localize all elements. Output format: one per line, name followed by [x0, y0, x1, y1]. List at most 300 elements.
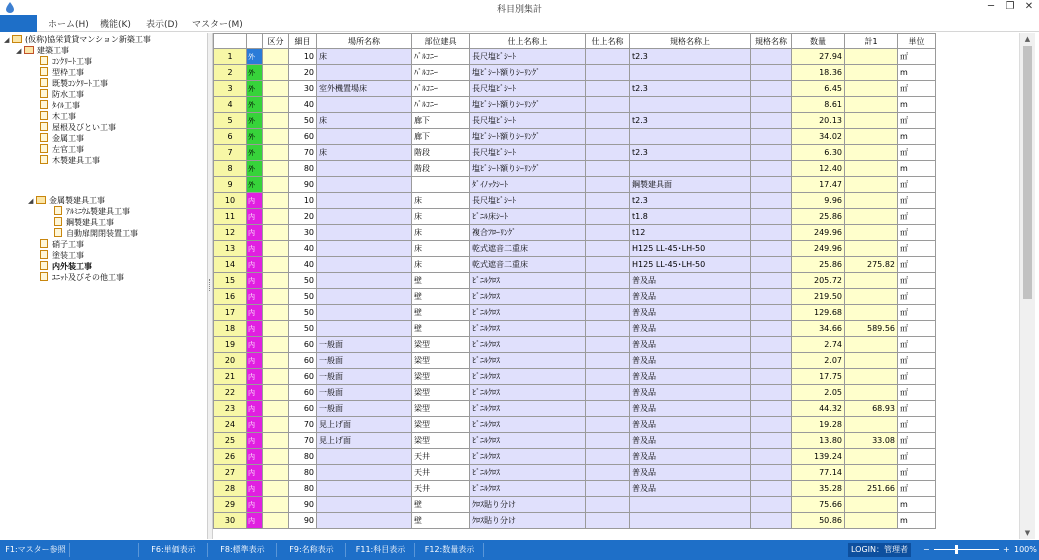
cell-kubun[interactable]	[263, 353, 289, 369]
row-number[interactable]: 26	[214, 449, 247, 465]
cell-kikaku-ue[interactable]: 普及品	[630, 321, 751, 337]
tree-leaf[interactable]	[40, 89, 84, 100]
cell-bui[interactable]: 梁型	[412, 433, 470, 449]
cell-saimoku[interactable]: 60	[289, 337, 317, 353]
cell-unit[interactable]: ㎡	[898, 177, 936, 193]
cell-kikaku[interactable]	[751, 257, 792, 273]
cell-unit[interactable]: ㎡	[898, 273, 936, 289]
cell-shiage[interactable]	[586, 321, 630, 337]
cell-kubun[interactable]	[263, 401, 289, 417]
cell-kei1[interactable]	[845, 289, 898, 305]
cell-bui[interactable]: ﾊﾞﾙｺﾆｰ	[412, 65, 470, 81]
kubun-marker[interactable]: 外	[247, 177, 263, 193]
cell-kubun[interactable]	[263, 257, 289, 273]
kubun-marker[interactable]: 外	[247, 129, 263, 145]
cell-saimoku[interactable]: 70	[289, 433, 317, 449]
cell-qty[interactable]: 6.45	[792, 81, 845, 97]
cell-shiage-ue[interactable]: 複合ﾌﾛｰﾘﾝｸﾞ	[470, 225, 586, 241]
tree-leaf[interactable]	[40, 155, 100, 166]
cell-kikaku-ue[interactable]: H125 LL-45･LH-50	[630, 257, 751, 273]
menu-home[interactable]: ホーム(H)	[48, 20, 89, 30]
kubun-marker[interactable]: 内	[247, 193, 263, 209]
cell-unit[interactable]: ㎡	[898, 193, 936, 209]
cell-bui[interactable]: 壁	[412, 497, 470, 513]
cell-basho[interactable]: 一般面	[317, 353, 412, 369]
cell-saimoku[interactable]: 20	[289, 65, 317, 81]
cell-unit[interactable]: m	[898, 129, 936, 145]
cell-basho[interactable]	[317, 257, 412, 273]
cell-bui[interactable]: 天井	[412, 465, 470, 481]
kubun-marker[interactable]: 内	[247, 353, 263, 369]
cell-shiage[interactable]	[586, 113, 630, 129]
cell-basho[interactable]	[317, 225, 412, 241]
cell-kei1[interactable]	[845, 497, 898, 513]
cell-saimoku[interactable]: 40	[289, 97, 317, 113]
cell-shiage-ue[interactable]: ﾋﾞﾆﾙｸﾛｽ	[470, 289, 586, 305]
cell-shiage[interactable]	[586, 161, 630, 177]
cell-saimoku[interactable]: 40	[289, 257, 317, 273]
tree-leaf[interactable]	[40, 261, 92, 272]
cell-kikaku[interactable]	[751, 305, 792, 321]
row-number[interactable]: 21	[214, 369, 247, 385]
cell-kikaku[interactable]	[751, 321, 792, 337]
table-row[interactable]	[214, 145, 936, 161]
cell-shiage-ue[interactable]: ﾋﾞﾆﾙｸﾛｽ	[470, 369, 586, 385]
cell-saimoku[interactable]: 60	[289, 129, 317, 145]
cell-kikaku-ue[interactable]: 普及品	[630, 417, 751, 433]
cell-saimoku[interactable]: 70	[289, 145, 317, 161]
cell-saimoku[interactable]: 80	[289, 465, 317, 481]
cell-basho[interactable]	[317, 209, 412, 225]
cell-kei1[interactable]	[845, 193, 898, 209]
cell-qty[interactable]: 13.80	[792, 433, 845, 449]
cell-bui[interactable]: ﾊﾞﾙｺﾆｰ	[412, 81, 470, 97]
cell-shiage[interactable]	[586, 257, 630, 273]
row-number[interactable]: 1	[214, 49, 247, 65]
cell-kikaku-ue[interactable]	[630, 129, 751, 145]
cell-kikaku[interactable]	[751, 353, 792, 369]
cell-bui[interactable]: 床	[412, 209, 470, 225]
cell-basho[interactable]	[317, 241, 412, 257]
kubun-marker[interactable]: 内	[247, 433, 263, 449]
cell-qty[interactable]: 2.05	[792, 385, 845, 401]
row-number[interactable]: 15	[214, 273, 247, 289]
row-number[interactable]: 18	[214, 321, 247, 337]
cell-bui[interactable]: 梁型	[412, 385, 470, 401]
cell-kikaku[interactable]	[751, 193, 792, 209]
table-row[interactable]	[214, 209, 936, 225]
row-number[interactable]: 6	[214, 129, 247, 145]
cell-kikaku[interactable]	[751, 369, 792, 385]
header-shiage-ue[interactable]: 仕上名称上	[470, 34, 586, 49]
cell-kubun[interactable]	[263, 369, 289, 385]
cell-shiage-ue[interactable]: 乾式遮音二重床	[470, 241, 586, 257]
cell-saimoku[interactable]: 80	[289, 161, 317, 177]
cell-kikaku-ue[interactable]: t1.8	[630, 209, 751, 225]
fkey-f6[interactable]: F6:単価表示	[140, 543, 208, 557]
header-shiage[interactable]: 仕上名称	[586, 34, 630, 49]
cell-basho[interactable]	[317, 129, 412, 145]
cell-kei1[interactable]	[845, 417, 898, 433]
kubun-marker[interactable]: 内	[247, 369, 263, 385]
header-basho[interactable]: 場所名称	[317, 34, 412, 49]
cell-qty[interactable]: 129.68	[792, 305, 845, 321]
cell-kikaku-ue[interactable]: H125 LL-45･LH-50	[630, 241, 751, 257]
zoom-in-button[interactable]: +	[1003, 545, 1010, 554]
cell-shiage[interactable]	[586, 337, 630, 353]
cell-shiage[interactable]	[586, 369, 630, 385]
cell-shiage[interactable]	[586, 289, 630, 305]
header-qty[interactable]: 数量	[792, 34, 845, 49]
cell-shiage[interactable]	[586, 449, 630, 465]
vertical-scrollbar[interactable]	[1019, 33, 1035, 539]
cell-qty[interactable]: 77.14	[792, 465, 845, 481]
cell-qty[interactable]: 19.28	[792, 417, 845, 433]
cell-shiage-ue[interactable]: 長尺塩ﾋﾞｼｰﾄ	[470, 49, 586, 65]
cell-shiage[interactable]	[586, 433, 630, 449]
cell-unit[interactable]: ㎡	[898, 385, 936, 401]
cell-qty[interactable]: 12.40	[792, 161, 845, 177]
cell-unit[interactable]: ㎡	[898, 209, 936, 225]
cell-kei1[interactable]	[845, 449, 898, 465]
kubun-marker[interactable]: 外	[247, 81, 263, 97]
row-number[interactable]: 2	[214, 65, 247, 81]
cell-kikaku-ue[interactable]: t2.3	[630, 193, 751, 209]
kubun-marker[interactable]: 外	[247, 113, 263, 129]
cell-shiage[interactable]	[586, 305, 630, 321]
cell-qty[interactable]: 25.86	[792, 209, 845, 225]
cell-bui[interactable]: 梁型	[412, 369, 470, 385]
header-kikaku-ue[interactable]: 規格名称上	[630, 34, 751, 49]
cell-basho[interactable]	[317, 161, 412, 177]
cell-kikaku-ue[interactable]: 普及品	[630, 369, 751, 385]
table-row[interactable]	[214, 449, 936, 465]
cell-saimoku[interactable]: 50	[289, 289, 317, 305]
cell-shiage-ue[interactable]: 塩ﾋﾞｼｰﾄ額りｼｰﾘﾝｸﾞ	[470, 161, 586, 177]
cell-saimoku[interactable]: 10	[289, 49, 317, 65]
cell-kikaku[interactable]	[751, 97, 792, 113]
table-row[interactable]	[214, 113, 936, 129]
tree-leaf[interactable]	[40, 78, 108, 89]
cell-shiage-ue[interactable]: 塩ﾋﾞｼｰﾄ額りｼｰﾘﾝｸﾞ	[470, 97, 586, 113]
cell-unit[interactable]: ㎡	[898, 401, 936, 417]
tree-leaf[interactable]	[40, 133, 84, 144]
tree-leaf[interactable]	[40, 250, 84, 261]
cell-basho[interactable]: 見上げ面	[317, 433, 412, 449]
cell-saimoku[interactable]: 30	[289, 81, 317, 97]
cell-kikaku[interactable]	[751, 481, 792, 497]
cell-saimoku[interactable]: 60	[289, 353, 317, 369]
cell-saimoku[interactable]: 60	[289, 369, 317, 385]
cell-bui[interactable]: 壁	[412, 321, 470, 337]
cell-unit[interactable]: ㎡	[898, 145, 936, 161]
kubun-marker[interactable]: 外	[247, 161, 263, 177]
cell-kikaku[interactable]	[751, 65, 792, 81]
cell-basho[interactable]	[317, 97, 412, 113]
table-row[interactable]	[214, 129, 936, 145]
cell-shiage[interactable]	[586, 465, 630, 481]
cell-unit[interactable]: ㎡	[898, 321, 936, 337]
scroll-down-icon[interactable]: ▼	[1024, 529, 1031, 537]
cell-shiage[interactable]	[586, 209, 630, 225]
tree-leaf[interactable]	[40, 239, 84, 250]
cell-shiage-ue[interactable]: ﾀﾞｲﾉｯｸｼｰﾄ	[470, 177, 586, 193]
cell-kikaku[interactable]	[751, 241, 792, 257]
table-row[interactable]	[214, 321, 936, 337]
cell-shiage[interactable]	[586, 497, 630, 513]
cell-saimoku[interactable]: 40	[289, 241, 317, 257]
tree-leaf[interactable]	[40, 67, 84, 78]
zoom-out-button[interactable]: −	[923, 545, 930, 554]
menu-master[interactable]: マスター(M)	[192, 20, 243, 30]
cell-kei1[interactable]	[845, 49, 898, 65]
cell-bui[interactable]: 壁	[412, 289, 470, 305]
table-row[interactable]	[214, 225, 936, 241]
cell-kikaku-ue[interactable]: 普及品	[630, 289, 751, 305]
cell-bui[interactable]: 床	[412, 257, 470, 273]
cell-basho[interactable]	[317, 497, 412, 513]
cell-shiage-ue[interactable]: ｸﾛｽ貼り分け	[470, 497, 586, 513]
cell-unit[interactable]: ㎡	[898, 337, 936, 353]
cell-kei1[interactable]	[845, 353, 898, 369]
table-row[interactable]	[214, 193, 936, 209]
cell-shiage[interactable]	[586, 241, 630, 257]
cell-shiage[interactable]	[586, 417, 630, 433]
kubun-marker[interactable]: 内	[247, 481, 263, 497]
cell-shiage[interactable]	[586, 129, 630, 145]
cell-kubun[interactable]	[263, 97, 289, 113]
table-row[interactable]	[214, 513, 936, 529]
cell-shiage-ue[interactable]: ﾋﾞﾆﾙｸﾛｽ	[470, 321, 586, 337]
cell-unit[interactable]: m	[898, 161, 936, 177]
cell-saimoku[interactable]: 60	[289, 401, 317, 417]
kubun-marker[interactable]: 内	[247, 209, 263, 225]
cell-kikaku[interactable]	[751, 465, 792, 481]
table-row[interactable]	[214, 289, 936, 305]
menu-function[interactable]: 機能(K)	[100, 20, 131, 30]
cell-kikaku-ue[interactable]	[630, 97, 751, 113]
tree-leaf[interactable]	[40, 144, 84, 155]
cell-qty[interactable]: 2.07	[792, 353, 845, 369]
cell-kikaku[interactable]	[751, 513, 792, 529]
cell-kei1[interactable]	[845, 65, 898, 81]
cell-kei1[interactable]: 275.82	[845, 257, 898, 273]
cell-kikaku-ue[interactable]	[630, 513, 751, 529]
kubun-marker[interactable]: 内	[247, 449, 263, 465]
cell-shiage-ue[interactable]: ﾋﾞﾆﾙｸﾛｽ	[470, 337, 586, 353]
kubun-marker[interactable]: 内	[247, 321, 263, 337]
table-row[interactable]	[214, 49, 936, 65]
cell-bui[interactable]: 階段	[412, 145, 470, 161]
cell-kei1[interactable]	[845, 241, 898, 257]
fkey-f1[interactable]: F1:マスター参照	[2, 543, 70, 557]
cell-kei1[interactable]	[845, 225, 898, 241]
cell-bui[interactable]: 床	[412, 241, 470, 257]
cell-shiage-ue[interactable]: 塩ﾋﾞｼｰﾄ額りｼｰﾘﾝｸﾞ	[470, 65, 586, 81]
kubun-marker[interactable]: 内	[247, 417, 263, 433]
cell-basho[interactable]: 見上げ面	[317, 417, 412, 433]
cell-qty[interactable]: 50.86	[792, 513, 845, 529]
tree-leaf[interactable]	[40, 100, 80, 111]
row-number[interactable]: 17	[214, 305, 247, 321]
table-row[interactable]	[214, 481, 936, 497]
row-number[interactable]: 23	[214, 401, 247, 417]
table-row[interactable]	[214, 305, 936, 321]
cell-saimoku[interactable]: 50	[289, 273, 317, 289]
cell-kikaku[interactable]	[751, 49, 792, 65]
cell-kikaku-ue[interactable]: t2.3	[630, 49, 751, 65]
cell-qty[interactable]: 27.94	[792, 49, 845, 65]
row-number[interactable]: 8	[214, 161, 247, 177]
cell-shiage-ue[interactable]: ﾋﾞﾆﾙｸﾛｽ	[470, 449, 586, 465]
cell-qty[interactable]: 35.28	[792, 481, 845, 497]
cell-kubun[interactable]	[263, 321, 289, 337]
row-number[interactable]: 20	[214, 353, 247, 369]
cell-shiage[interactable]	[586, 353, 630, 369]
cell-basho[interactable]	[317, 273, 412, 289]
row-number[interactable]: 25	[214, 433, 247, 449]
cell-kikaku-ue[interactable]: 普及品	[630, 481, 751, 497]
cell-bui[interactable]: 梁型	[412, 353, 470, 369]
table-row[interactable]	[214, 385, 936, 401]
cell-saimoku[interactable]: 90	[289, 513, 317, 529]
splitter-grip[interactable]	[209, 279, 211, 291]
cell-shiage[interactable]	[586, 225, 630, 241]
cell-kikaku[interactable]	[751, 289, 792, 305]
cell-kikaku[interactable]	[751, 417, 792, 433]
cell-bui[interactable]: 壁	[412, 305, 470, 321]
cell-kei1[interactable]	[845, 337, 898, 353]
cell-kubun[interactable]	[263, 49, 289, 65]
row-number[interactable]: 28	[214, 481, 247, 497]
kubun-marker[interactable]: 外	[247, 97, 263, 113]
cell-shiage[interactable]	[586, 401, 630, 417]
cell-kikaku-ue[interactable]: 普及品	[630, 433, 751, 449]
cell-saimoku[interactable]: 80	[289, 449, 317, 465]
cell-kikaku[interactable]	[751, 273, 792, 289]
kubun-marker[interactable]: 外	[247, 145, 263, 161]
cell-shiage-ue[interactable]: ﾋﾞﾆﾙｸﾛｽ	[470, 305, 586, 321]
kubun-marker[interactable]: 内	[247, 225, 263, 241]
tree-leaf[interactable]	[40, 111, 76, 122]
cell-basho[interactable]: 一般面	[317, 369, 412, 385]
cell-kei1[interactable]	[845, 465, 898, 481]
scroll-up-icon[interactable]: ▲	[1024, 35, 1031, 43]
expand-arrow-icon[interactable]: ◢	[28, 197, 34, 205]
cell-basho[interactable]	[317, 481, 412, 497]
row-number[interactable]: 24	[214, 417, 247, 433]
row-number[interactable]: 10	[214, 193, 247, 209]
cell-unit[interactable]: ㎡	[898, 449, 936, 465]
header-kei1[interactable]: 計1	[845, 34, 898, 49]
cell-unit[interactable]: ㎡	[898, 257, 936, 273]
cell-kei1[interactable]: 33.08	[845, 433, 898, 449]
expand-arrow-icon[interactable]: ◢	[4, 36, 10, 44]
cell-bui[interactable]: ﾊﾞﾙｺﾆｰ	[412, 49, 470, 65]
cell-unit[interactable]: ㎡	[898, 433, 936, 449]
kubun-marker[interactable]: 外	[247, 65, 263, 81]
cell-bui[interactable]: 廊下	[412, 129, 470, 145]
cell-kikaku[interactable]	[751, 449, 792, 465]
cell-kikaku[interactable]	[751, 225, 792, 241]
fkey-blank[interactable]	[71, 543, 139, 557]
cell-kikaku-ue[interactable]	[630, 65, 751, 81]
cell-saimoku[interactable]: 70	[289, 417, 317, 433]
cell-qty[interactable]: 75.66	[792, 497, 845, 513]
cell-qty[interactable]: 34.02	[792, 129, 845, 145]
row-number[interactable]: 4	[214, 97, 247, 113]
cell-bui[interactable]: 廊下	[412, 113, 470, 129]
cell-kikaku[interactable]	[751, 337, 792, 353]
cell-kei1[interactable]: 589.56	[845, 321, 898, 337]
cell-qty[interactable]: 25.86	[792, 257, 845, 273]
row-number[interactable]: 11	[214, 209, 247, 225]
cell-kikaku-ue[interactable]: 鋼製建具面	[630, 177, 751, 193]
cell-qty[interactable]: 249.96	[792, 241, 845, 257]
cell-kikaku-ue[interactable]: t2.3	[630, 113, 751, 129]
cell-qty[interactable]: 205.72	[792, 273, 845, 289]
row-number[interactable]: 16	[214, 289, 247, 305]
cell-kikaku-ue[interactable]	[630, 497, 751, 513]
cell-shiage-ue[interactable]: ｸﾛｽ貼り分け	[470, 513, 586, 529]
cell-shiage[interactable]	[586, 513, 630, 529]
row-number[interactable]: 13	[214, 241, 247, 257]
cell-kei1[interactable]	[845, 369, 898, 385]
kubun-marker[interactable]: 内	[247, 241, 263, 257]
table-row[interactable]	[214, 257, 936, 273]
cell-kei1[interactable]	[845, 177, 898, 193]
table-row[interactable]	[214, 337, 936, 353]
table-row[interactable]	[214, 81, 936, 97]
cell-unit[interactable]: m	[898, 497, 936, 513]
cell-bui[interactable]: 梁型	[412, 337, 470, 353]
cell-kei1[interactable]	[845, 161, 898, 177]
cell-basho[interactable]	[317, 321, 412, 337]
restore-icon[interactable]: ❐	[1005, 1, 1015, 12]
fkey-f11[interactable]: F11:科目表示	[347, 543, 415, 557]
cell-kubun[interactable]	[263, 289, 289, 305]
row-number[interactable]: 30	[214, 513, 247, 529]
cell-saimoku[interactable]: 90	[289, 497, 317, 513]
cell-bui[interactable]: 階段	[412, 161, 470, 177]
table-row[interactable]	[214, 65, 936, 81]
cell-shiage-ue[interactable]: 乾式遮音二重床	[470, 257, 586, 273]
cell-kikaku-ue[interactable]: t2.3	[630, 81, 751, 97]
cell-bui[interactable]: 床	[412, 193, 470, 209]
cell-shiage[interactable]	[586, 81, 630, 97]
cell-kei1[interactable]	[845, 129, 898, 145]
cell-kikaku-ue[interactable]: t12	[630, 225, 751, 241]
minimize-icon[interactable]: ─	[987, 1, 995, 12]
cell-kikaku[interactable]	[751, 81, 792, 97]
table-row[interactable]	[214, 177, 936, 193]
cell-unit[interactable]: ㎡	[898, 465, 936, 481]
cell-kubun[interactable]	[263, 81, 289, 97]
row-number[interactable]: 29	[214, 497, 247, 513]
cell-kikaku[interactable]	[751, 385, 792, 401]
zoom-slider-track[interactable]	[934, 549, 999, 550]
cell-kubun[interactable]	[263, 449, 289, 465]
row-number[interactable]: 7	[214, 145, 247, 161]
cell-saimoku[interactable]: 90	[289, 177, 317, 193]
table-row[interactable]	[214, 161, 936, 177]
cell-unit[interactable]: m	[898, 97, 936, 113]
row-number[interactable]: 14	[214, 257, 247, 273]
kubun-marker[interactable]: 内	[247, 401, 263, 417]
kubun-marker[interactable]: 内	[247, 497, 263, 513]
cell-kubun[interactable]	[263, 433, 289, 449]
cell-kikaku[interactable]	[751, 129, 792, 145]
